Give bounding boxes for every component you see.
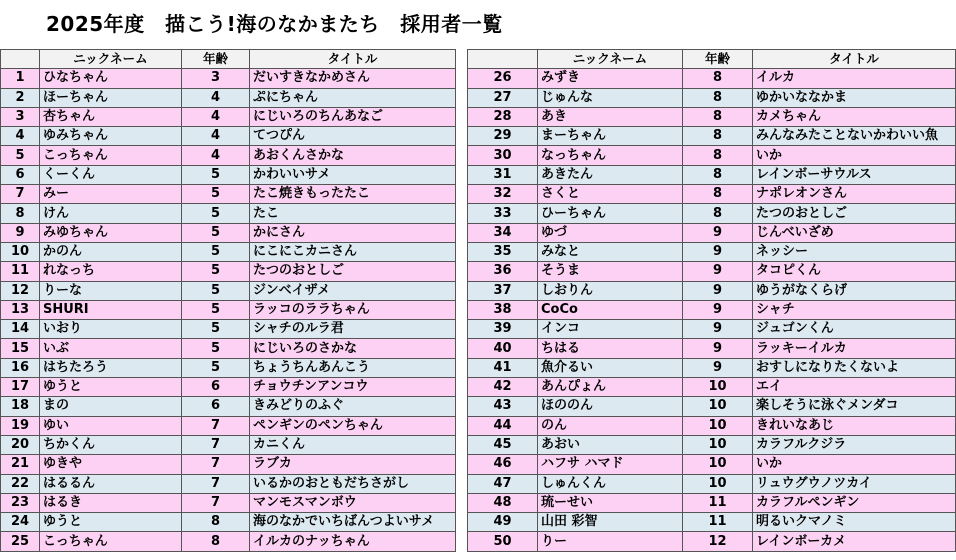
cell-age: 8 [182, 532, 250, 551]
cell-number: 44 [468, 416, 538, 435]
cell-number: 2 [1, 88, 40, 107]
cell-age: 11 [683, 513, 753, 532]
cell-title: リュウグウノツカイ [753, 474, 956, 493]
table-row [468, 339, 956, 358]
cell-title: カラフルペンギン [753, 493, 956, 512]
cell-age: 5 [182, 223, 250, 242]
winners-table-right [467, 49, 956, 552]
table-row [1, 262, 456, 281]
cell-age: 9 [683, 242, 753, 261]
cell-nickname: ゆみちゃん [40, 127, 182, 146]
cell-nickname: くーくん [40, 165, 182, 184]
cell-title: ネッシー [753, 242, 956, 261]
table-row [468, 300, 956, 319]
header-number [468, 50, 538, 69]
cell-nickname: 山田 彩智 [538, 513, 683, 532]
cell-title: ラッコのララちゃん [250, 300, 456, 319]
table-row [1, 223, 456, 242]
cell-title: ナポレオンさん [753, 185, 956, 204]
cell-number: 33 [468, 204, 538, 223]
cell-title: タコピくん [753, 262, 956, 281]
table-row [1, 493, 456, 512]
cell-title: ちょうちんあんこう [250, 358, 456, 377]
cell-number: 16 [1, 358, 40, 377]
cell-title: きみどりのふぐ [250, 397, 456, 416]
cell-number: 37 [468, 281, 538, 300]
cell-age: 8 [683, 127, 753, 146]
table-row [468, 320, 956, 339]
cell-nickname: 杏ちゃん [40, 107, 182, 126]
table-row [468, 185, 956, 204]
cell-age: 8 [683, 165, 753, 184]
cell-nickname: こっちゃん [40, 532, 182, 551]
cell-age: 7 [182, 493, 250, 512]
table-row [1, 185, 456, 204]
cell-age: 5 [182, 262, 250, 281]
cell-number: 7 [1, 185, 40, 204]
cell-title: にこにこカニさん [250, 242, 456, 261]
cell-nickname: みー [40, 185, 182, 204]
cell-nickname: あんぴょん [538, 378, 683, 397]
cell-number: 4 [1, 127, 40, 146]
table-row [468, 165, 956, 184]
cell-nickname: かのん [40, 242, 182, 261]
cell-title: かわいいサメ [250, 165, 456, 184]
cell-nickname: はちたろう [40, 358, 182, 377]
cell-nickname: いおり [40, 320, 182, 339]
cell-title: てつぴん [250, 127, 456, 146]
cell-number: 10 [1, 242, 40, 261]
cell-age: 8 [683, 204, 753, 223]
cell-age: 5 [182, 281, 250, 300]
cell-number: 17 [1, 378, 40, 397]
cell-number: 46 [468, 455, 538, 474]
cell-number: 29 [468, 127, 538, 146]
cell-age: 10 [683, 455, 753, 474]
cell-nickname: ほののん [538, 397, 683, 416]
cell-nickname: のん [538, 416, 683, 435]
cell-title: かにさん [250, 223, 456, 242]
table-row [1, 281, 456, 300]
cell-nickname: ゆうと [40, 378, 182, 397]
cell-age: 6 [182, 378, 250, 397]
table-row [468, 435, 956, 454]
cell-nickname: 魚介るい [538, 358, 683, 377]
cell-nickname: あおい [538, 435, 683, 454]
table-row [468, 493, 956, 512]
cell-number: 23 [1, 493, 40, 512]
winners-table-left [0, 49, 456, 552]
cell-age: 8 [683, 146, 753, 165]
table-row [1, 532, 456, 551]
cell-age: 5 [182, 165, 250, 184]
table-row [1, 127, 456, 146]
table-row [1, 165, 456, 184]
cell-title: じんべいざめ [753, 223, 956, 242]
cell-age: 9 [683, 300, 753, 319]
cell-title: カニくん [250, 435, 456, 454]
header-age: 年齢 [182, 50, 250, 69]
cell-number: 9 [1, 223, 40, 242]
table-row [1, 416, 456, 435]
cell-title: いか [753, 146, 956, 165]
cell-title: ぷにちゃん [250, 88, 456, 107]
cell-title: たこ [250, 204, 456, 223]
table-row [1, 397, 456, 416]
header-age: 年齢 [683, 50, 753, 69]
cell-number: 49 [468, 513, 538, 532]
cell-number: 8 [1, 204, 40, 223]
table-row [468, 474, 956, 493]
cell-number: 39 [468, 320, 538, 339]
cell-title: たこ焼きもったたこ [250, 185, 456, 204]
cell-age: 5 [182, 185, 250, 204]
cell-nickname: まの [40, 397, 182, 416]
table-row [1, 242, 456, 261]
cell-number: 18 [1, 397, 40, 416]
cell-age: 4 [182, 146, 250, 165]
cell-title: イルカのナッちゃん [250, 532, 456, 551]
cell-title: イルカ [753, 69, 956, 88]
table-row [468, 416, 956, 435]
header-nickname: ニックネーム [538, 50, 683, 69]
page-title: 2025年度 描こう!海のなかまたち 採用者一覧 [46, 12, 503, 36]
cell-nickname: ゆきや [40, 455, 182, 474]
cell-age: 8 [683, 185, 753, 204]
cell-title: いるかのおともだちさがし [250, 474, 456, 493]
cell-nickname: ゆい [40, 416, 182, 435]
cell-nickname: はるき [40, 493, 182, 512]
cell-age: 8 [683, 88, 753, 107]
table-row [468, 513, 956, 532]
cell-nickname: りー [538, 532, 683, 551]
cell-age: 7 [182, 474, 250, 493]
cell-number: 31 [468, 165, 538, 184]
table-row [468, 358, 956, 377]
cell-number: 47 [468, 474, 538, 493]
cell-number: 6 [1, 165, 40, 184]
table-row [468, 88, 956, 107]
cell-title: レインボーサウルス [753, 165, 956, 184]
cell-nickname: みずき [538, 69, 683, 88]
table-row [468, 281, 956, 300]
cell-title: 楽しそうに泳ぐメンダコ [753, 397, 956, 416]
cell-number: 12 [1, 281, 40, 300]
cell-number: 50 [468, 532, 538, 551]
cell-nickname: あき [538, 107, 683, 126]
cell-nickname: インコ [538, 320, 683, 339]
cell-nickname: れなっち [40, 262, 182, 281]
header-title: タイトル [753, 50, 956, 69]
cell-age: 10 [683, 416, 753, 435]
table-row [1, 320, 456, 339]
cell-nickname: 琉ーせい [538, 493, 683, 512]
cell-title: たつのおとしご [753, 204, 956, 223]
table-row [1, 513, 456, 532]
cell-number: 25 [1, 532, 40, 551]
cell-age: 12 [683, 532, 753, 551]
cell-title: にじいろのちんあなご [250, 107, 456, 126]
cell-title: ジンベイザメ [250, 281, 456, 300]
table-row [468, 397, 956, 416]
cell-number: 36 [468, 262, 538, 281]
cell-nickname: まーちゃん [538, 127, 683, 146]
cell-title: だいすきなかめさん [250, 69, 456, 88]
cell-title: ラブカ [250, 455, 456, 474]
cell-nickname: ひなちゃん [40, 69, 182, 88]
table-row [1, 378, 456, 397]
cell-age: 11 [683, 493, 753, 512]
cell-age: 5 [182, 320, 250, 339]
cell-age: 9 [683, 223, 753, 242]
cell-age: 5 [182, 204, 250, 223]
cell-title: 海のなかでいちばんつよいサメ [250, 513, 456, 532]
cell-nickname: みゆちゃん [40, 223, 182, 242]
cell-nickname: そうま [538, 262, 683, 281]
cell-age: 10 [683, 397, 753, 416]
cell-number: 35 [468, 242, 538, 261]
header-number [1, 50, 40, 69]
header-title: タイトル [250, 50, 456, 69]
cell-number: 48 [468, 493, 538, 512]
cell-title: ペンギンのペンちゃん [250, 416, 456, 435]
table-row [1, 88, 456, 107]
table-row [468, 107, 956, 126]
cell-number: 45 [468, 435, 538, 454]
table-row [1, 435, 456, 454]
cell-title: エイ [753, 378, 956, 397]
cell-title: ゆうがなくらげ [753, 281, 956, 300]
cell-number: 1 [1, 69, 40, 88]
table-header-row [468, 50, 956, 69]
cell-title: 明るいクマノミ [753, 513, 956, 532]
cell-age: 9 [683, 339, 753, 358]
cell-title: いか [753, 455, 956, 474]
table-row [468, 127, 956, 146]
cell-number: 41 [468, 358, 538, 377]
cell-age: 5 [182, 358, 250, 377]
cell-number: 43 [468, 397, 538, 416]
cell-age: 9 [683, 281, 753, 300]
cell-age: 5 [182, 300, 250, 319]
cell-nickname: じゅんな [538, 88, 683, 107]
cell-age: 9 [683, 320, 753, 339]
cell-number: 32 [468, 185, 538, 204]
table-row [468, 223, 956, 242]
cell-title: にじいろのさかな [250, 339, 456, 358]
cell-title: シャチのルラ君 [250, 320, 456, 339]
cell-age: 4 [182, 88, 250, 107]
table-row [468, 69, 956, 88]
cell-title: たつのおとしご [250, 262, 456, 281]
cell-number: 38 [468, 300, 538, 319]
table-row [1, 107, 456, 126]
cell-title: ラッキーイルカ [753, 339, 956, 358]
cell-number: 27 [468, 88, 538, 107]
cell-number: 11 [1, 262, 40, 281]
cell-nickname: りーな [40, 281, 182, 300]
cell-age: 10 [683, 378, 753, 397]
cell-number: 15 [1, 339, 40, 358]
table-row [1, 339, 456, 358]
cell-age: 4 [182, 127, 250, 146]
cell-title: あおくんさかな [250, 146, 456, 165]
cell-title: みんなみたことないかわいい魚 [753, 127, 956, 146]
cell-number: 34 [468, 223, 538, 242]
cell-title: シャチ [753, 300, 956, 319]
header-nickname: ニックネーム [40, 50, 182, 69]
cell-nickname: ほーちゃん [40, 88, 182, 107]
cell-nickname: はるるん [40, 474, 182, 493]
cell-nickname: SHURI [40, 300, 182, 319]
table-row [468, 532, 956, 551]
table-row [468, 455, 956, 474]
cell-age: 9 [683, 262, 753, 281]
cell-nickname: ちかくん [40, 435, 182, 454]
cell-age: 7 [182, 435, 250, 454]
cell-number: 28 [468, 107, 538, 126]
cell-age: 6 [182, 397, 250, 416]
cell-age: 7 [182, 455, 250, 474]
cell-age: 4 [182, 107, 250, 126]
cell-number: 30 [468, 146, 538, 165]
cell-number: 40 [468, 339, 538, 358]
cell-age: 9 [683, 358, 753, 377]
cell-nickname: ハフサ ハマド [538, 455, 683, 474]
cell-nickname: しゅんくん [538, 474, 683, 493]
cell-number: 26 [468, 69, 538, 88]
table-row [468, 262, 956, 281]
cell-title: チョウチンアンコウ [250, 378, 456, 397]
table-row [1, 146, 456, 165]
cell-age: 3 [182, 69, 250, 88]
cell-nickname: ゆづ [538, 223, 683, 242]
cell-nickname: さくと [538, 185, 683, 204]
cell-number: 42 [468, 378, 538, 397]
table-row [468, 242, 956, 261]
cell-age: 10 [683, 435, 753, 454]
cell-nickname: こっちゃん [40, 146, 182, 165]
cell-nickname: しおりん [538, 281, 683, 300]
cell-nickname: CoCo [538, 300, 683, 319]
cell-age: 5 [182, 339, 250, 358]
cell-title: ゆかいななかま [753, 88, 956, 107]
cell-nickname: ゆうと [40, 513, 182, 532]
cell-number: 21 [1, 455, 40, 474]
cell-number: 19 [1, 416, 40, 435]
cell-number: 13 [1, 300, 40, 319]
cell-title: ジュゴンくん [753, 320, 956, 339]
cell-title: レインボーカメ [753, 532, 956, 551]
table-row [1, 474, 456, 493]
cell-number: 24 [1, 513, 40, 532]
table-row [1, 455, 456, 474]
table-row [1, 358, 456, 377]
table-row [1, 300, 456, 319]
cell-nickname: なっちゃん [538, 146, 683, 165]
cell-nickname: ちはる [538, 339, 683, 358]
cell-number: 3 [1, 107, 40, 126]
cell-age: 8 [683, 107, 753, 126]
table-row [468, 378, 956, 397]
cell-nickname: みなと [538, 242, 683, 261]
cell-title: マンモスマンボウ [250, 493, 456, 512]
table-row [1, 204, 456, 223]
cell-title: おすしになりたくないよ [753, 358, 956, 377]
cell-nickname: いぶ [40, 339, 182, 358]
table-row [468, 204, 956, 223]
table-header-row [1, 50, 456, 69]
cell-title: カラフルクジラ [753, 435, 956, 454]
table-row [1, 69, 456, 88]
cell-title: カメちゃん [753, 107, 956, 126]
cell-nickname: あきたん [538, 165, 683, 184]
cell-number: 22 [1, 474, 40, 493]
cell-number: 14 [1, 320, 40, 339]
cell-age: 10 [683, 474, 753, 493]
cell-nickname: けん [40, 204, 182, 223]
table-row [468, 146, 956, 165]
cell-title: きれいなあじ [753, 416, 956, 435]
cell-age: 8 [182, 513, 250, 532]
cell-nickname: ひーちゃん [538, 204, 683, 223]
cell-number: 20 [1, 435, 40, 454]
cell-number: 5 [1, 146, 40, 165]
cell-age: 8 [683, 69, 753, 88]
cell-age: 7 [182, 416, 250, 435]
cell-age: 5 [182, 242, 250, 261]
